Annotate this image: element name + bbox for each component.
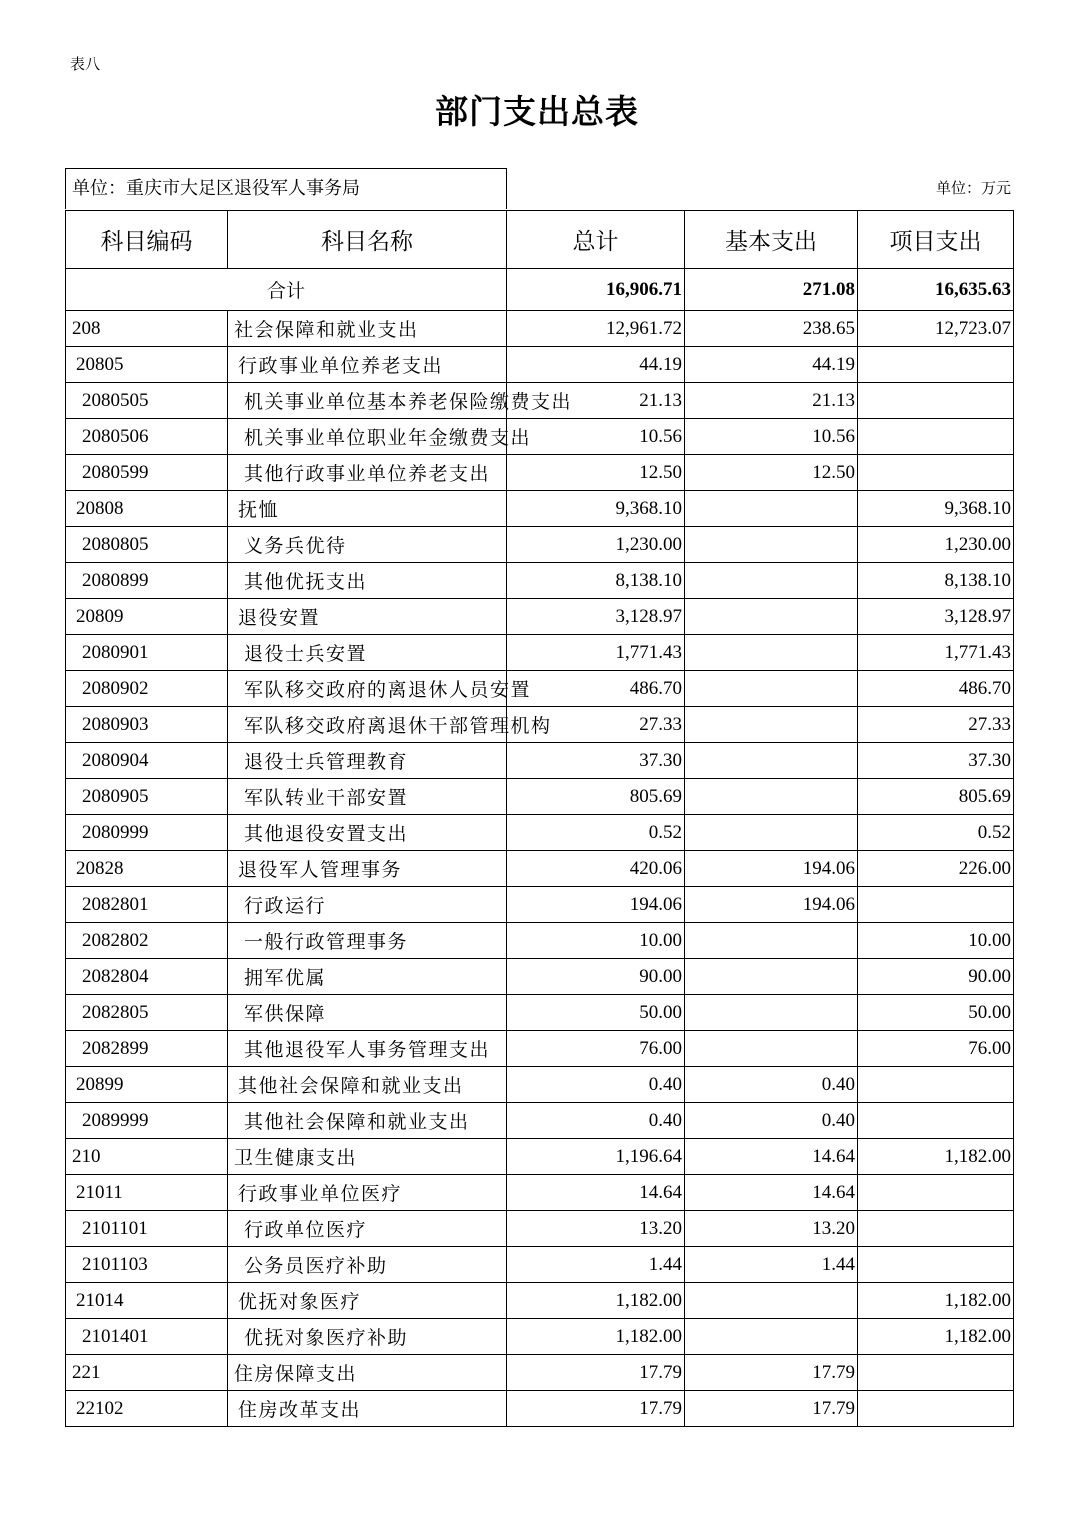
table-row <box>66 887 1014 923</box>
row-name: 社会保障和就业支出 <box>228 311 507 347</box>
header-project: 项目支出 <box>858 211 1014 269</box>
table-row <box>66 1283 1014 1319</box>
row-code: 21014 <box>66 1283 228 1319</box>
row-total: 13.20 <box>507 1211 685 1247</box>
total-total: 16,906.71 <box>507 269 685 311</box>
row-total: 37.30 <box>507 743 685 779</box>
row-total: 17.79 <box>507 1391 685 1427</box>
row-project: 1,771.43 <box>858 635 1014 671</box>
row-total: 0.40 <box>507 1103 685 1139</box>
row-basic: 238.65 <box>685 311 858 347</box>
row-name: 其他社会保障和就业支出 <box>228 1067 507 1103</box>
row-name: 拥军优属 <box>228 959 507 995</box>
table-row <box>66 347 1014 383</box>
table-row <box>66 563 1014 599</box>
row-project: 1,230.00 <box>858 527 1014 563</box>
table-row <box>66 851 1014 887</box>
row-project: 8,138.10 <box>858 563 1014 599</box>
row-total: 1,182.00 <box>507 1319 685 1355</box>
row-code: 210 <box>66 1139 228 1175</box>
row-project <box>858 887 1014 923</box>
row-project: 50.00 <box>858 995 1014 1031</box>
header-row <box>66 211 1014 269</box>
row-basic <box>685 527 858 563</box>
row-code: 2082899 <box>66 1031 228 1067</box>
row-name: 卫生健康支出 <box>228 1139 507 1175</box>
row-project <box>858 419 1014 455</box>
row-code: 2082804 <box>66 959 228 995</box>
row-project <box>858 347 1014 383</box>
row-code: 2089999 <box>66 1103 228 1139</box>
row-total: 0.52 <box>507 815 685 851</box>
table-row <box>66 599 1014 635</box>
row-project <box>858 1175 1014 1211</box>
row-total: 17.79 <box>507 1355 685 1391</box>
table-row <box>66 779 1014 815</box>
row-code: 2101401 <box>66 1319 228 1355</box>
row-basic <box>685 815 858 851</box>
unit-currency: 单位：万元 <box>935 179 1011 197</box>
row-code: 2080902 <box>66 671 228 707</box>
row-basic <box>685 707 858 743</box>
row-total: 1,771.43 <box>507 635 685 671</box>
row-code: 2101101 <box>66 1211 228 1247</box>
row-name: 优抚对象医疗 <box>228 1283 507 1319</box>
row-basic <box>685 563 858 599</box>
row-project: 27.33 <box>858 707 1014 743</box>
row-basic <box>685 779 858 815</box>
row-basic: 13.20 <box>685 1211 858 1247</box>
row-name: 优抚对象医疗补助 <box>228 1319 507 1355</box>
unit-organization: 单位：重庆市大足区退役军人事务局 <box>65 168 507 209</box>
row-basic <box>685 491 858 527</box>
row-code: 2080905 <box>66 779 228 815</box>
row-project: 10.00 <box>858 923 1014 959</box>
row-project <box>858 1391 1014 1427</box>
row-total: 0.40 <box>507 1067 685 1103</box>
row-name: 其他退役军人事务管理支出 <box>228 1031 507 1067</box>
row-project: 1,182.00 <box>858 1283 1014 1319</box>
row-code: 20809 <box>66 599 228 635</box>
row-basic <box>685 671 858 707</box>
row-project <box>858 1211 1014 1247</box>
row-code: 2080505 <box>66 383 228 419</box>
header-name: 科目名称 <box>228 211 507 269</box>
row-code: 22102 <box>66 1391 228 1427</box>
table-row <box>66 743 1014 779</box>
total-row <box>66 269 1014 311</box>
row-total: 1,196.64 <box>507 1139 685 1175</box>
row-name: 其他优抚支出 <box>228 563 507 599</box>
row-code: 2082805 <box>66 995 228 1031</box>
table-row <box>66 491 1014 527</box>
row-name: 行政事业单位医疗 <box>228 1175 507 1211</box>
table-row <box>66 1067 1014 1103</box>
row-total: 14.64 <box>507 1175 685 1211</box>
table-row <box>66 1175 1014 1211</box>
row-basic <box>685 1283 858 1319</box>
row-total: 90.00 <box>507 959 685 995</box>
row-name: 机关事业单位基本养老保险缴费支出 <box>228 383 507 419</box>
row-basic: 10.56 <box>685 419 858 455</box>
table-row <box>66 671 1014 707</box>
table-row <box>66 311 1014 347</box>
row-basic: 194.06 <box>685 887 858 923</box>
table-row <box>66 959 1014 995</box>
row-total: 486.70 <box>507 671 685 707</box>
row-code: 2080901 <box>66 635 228 671</box>
table-row <box>66 1031 1014 1067</box>
row-code: 20808 <box>66 491 228 527</box>
row-code: 2101103 <box>66 1247 228 1283</box>
table-row <box>66 635 1014 671</box>
row-name: 一般行政管理事务 <box>228 923 507 959</box>
document-title: 部门支出总表 <box>435 92 639 131</box>
row-name: 住房改革支出 <box>228 1391 507 1427</box>
row-total: 1,230.00 <box>507 527 685 563</box>
row-basic <box>685 1319 858 1355</box>
row-name: 其他行政事业单位养老支出 <box>228 455 507 491</box>
row-basic: 44.19 <box>685 347 858 383</box>
row-project: 226.00 <box>858 851 1014 887</box>
row-total: 27.33 <box>507 707 685 743</box>
row-total: 8,138.10 <box>507 563 685 599</box>
row-code: 2080599 <box>66 455 228 491</box>
table-row <box>66 1211 1014 1247</box>
row-basic <box>685 635 858 671</box>
row-code: 221 <box>66 1355 228 1391</box>
row-code: 2082802 <box>66 923 228 959</box>
row-name: 退役军人管理事务 <box>228 851 507 887</box>
table-row <box>66 1355 1014 1391</box>
row-total: 12.50 <box>507 455 685 491</box>
row-project: 805.69 <box>858 779 1014 815</box>
row-code: 21011 <box>66 1175 228 1211</box>
row-project: 3,128.97 <box>858 599 1014 635</box>
row-basic: 21.13 <box>685 383 858 419</box>
row-basic: 0.40 <box>685 1067 858 1103</box>
row-project <box>858 1247 1014 1283</box>
row-name: 其他社会保障和就业支出 <box>228 1103 507 1139</box>
row-name: 义务兵优待 <box>228 527 507 563</box>
row-basic: 14.64 <box>685 1139 858 1175</box>
row-total: 9,368.10 <box>507 491 685 527</box>
row-name: 公务员医疗补助 <box>228 1247 507 1283</box>
row-code: 2080903 <box>66 707 228 743</box>
row-name: 抚恤 <box>228 491 507 527</box>
row-project: 9,368.10 <box>858 491 1014 527</box>
table-row <box>66 419 1014 455</box>
row-project: 0.52 <box>858 815 1014 851</box>
row-total: 10.00 <box>507 923 685 959</box>
row-basic: 12.50 <box>685 455 858 491</box>
table-row <box>66 923 1014 959</box>
row-name: 军供保障 <box>228 995 507 1031</box>
row-total: 50.00 <box>507 995 685 1031</box>
row-code: 2080805 <box>66 527 228 563</box>
header-code: 科目编码 <box>66 211 228 269</box>
total-project: 16,635.63 <box>858 269 1014 311</box>
row-total: 1,182.00 <box>507 1283 685 1319</box>
row-project <box>858 1355 1014 1391</box>
row-project <box>858 1103 1014 1139</box>
row-code: 20899 <box>66 1067 228 1103</box>
row-total: 194.06 <box>507 887 685 923</box>
row-total: 21.13 <box>507 383 685 419</box>
row-total: 1.44 <box>507 1247 685 1283</box>
row-project: 1,182.00 <box>858 1139 1014 1175</box>
header-basic: 基本支出 <box>685 211 858 269</box>
row-project: 486.70 <box>858 671 1014 707</box>
expenditure-table-frame <box>65 168 1013 1427</box>
row-total: 76.00 <box>507 1031 685 1067</box>
row-total: 420.06 <box>507 851 685 887</box>
table-row <box>66 455 1014 491</box>
row-name: 行政事业单位养老支出 <box>228 347 507 383</box>
row-name: 退役士兵管理教育 <box>228 743 507 779</box>
row-basic: 17.79 <box>685 1391 858 1427</box>
row-basic <box>685 599 858 635</box>
row-basic <box>685 743 858 779</box>
row-project: 76.00 <box>858 1031 1014 1067</box>
row-basic <box>685 923 858 959</box>
table-row <box>66 1391 1014 1427</box>
row-name: 机关事业单位职业年金缴费支出 <box>228 419 507 455</box>
row-total: 3,128.97 <box>507 599 685 635</box>
row-project: 90.00 <box>858 959 1014 995</box>
row-code: 20805 <box>66 347 228 383</box>
row-project: 1,182.00 <box>858 1319 1014 1355</box>
table-row <box>66 1247 1014 1283</box>
row-name: 其他退役安置支出 <box>228 815 507 851</box>
row-project <box>858 1067 1014 1103</box>
table-row <box>66 815 1014 851</box>
row-name: 行政运行 <box>228 887 507 923</box>
table-row <box>66 527 1014 563</box>
row-basic: 0.40 <box>685 1103 858 1139</box>
table-row <box>66 1319 1014 1355</box>
table-row <box>66 383 1014 419</box>
row-name: 住房保障支出 <box>228 1355 507 1391</box>
expenditure-table <box>65 210 1014 1427</box>
row-project <box>858 455 1014 491</box>
total-basic: 271.08 <box>685 269 858 311</box>
table-label: 表八 <box>70 55 101 73</box>
row-total: 805.69 <box>507 779 685 815</box>
row-basic <box>685 959 858 995</box>
header-total: 总计 <box>507 211 685 269</box>
row-code: 208 <box>66 311 228 347</box>
row-code: 2080999 <box>66 815 228 851</box>
row-code: 2080904 <box>66 743 228 779</box>
row-basic: 14.64 <box>685 1175 858 1211</box>
row-project: 37.30 <box>858 743 1014 779</box>
row-name: 退役安置 <box>228 599 507 635</box>
unit-row <box>65 168 1013 210</box>
row-project <box>858 383 1014 419</box>
row-code: 2082801 <box>66 887 228 923</box>
row-basic: 1.44 <box>685 1247 858 1283</box>
row-basic <box>685 995 858 1031</box>
row-total: 12,961.72 <box>507 311 685 347</box>
table-row <box>66 707 1014 743</box>
row-basic <box>685 1031 858 1067</box>
row-basic: 194.06 <box>685 851 858 887</box>
row-total: 10.56 <box>507 419 685 455</box>
row-code: 20828 <box>66 851 228 887</box>
row-code: 2080899 <box>66 563 228 599</box>
table-row <box>66 1139 1014 1175</box>
row-name: 行政单位医疗 <box>228 1211 507 1247</box>
row-basic: 17.79 <box>685 1355 858 1391</box>
table-row <box>66 1103 1014 1139</box>
row-code: 2080506 <box>66 419 228 455</box>
row-total: 44.19 <box>507 347 685 383</box>
row-name: 军队移交政府离退休干部管理机构 <box>228 707 507 743</box>
row-name: 军队转业干部安置 <box>228 779 507 815</box>
row-name: 退役士兵安置 <box>228 635 507 671</box>
row-name: 军队移交政府的离退休人员安置 <box>228 671 507 707</box>
table-row <box>66 995 1014 1031</box>
row-project: 12,723.07 <box>858 311 1014 347</box>
total-label: 合计 <box>66 269 507 311</box>
